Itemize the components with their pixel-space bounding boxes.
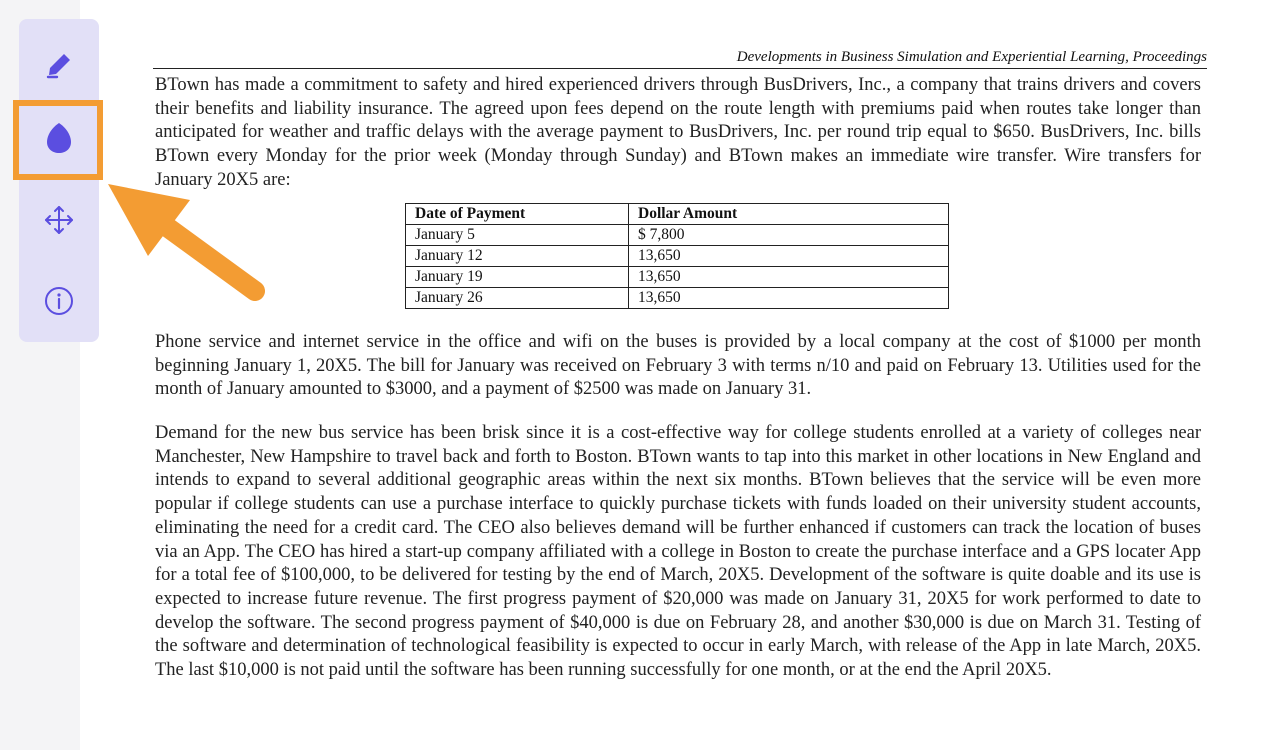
- move-tool-button[interactable]: [39, 200, 79, 240]
- column-header: Dollar Amount: [629, 204, 949, 225]
- pointer-arrow: [100, 178, 265, 308]
- table-cell: 13,650: [629, 246, 949, 267]
- paragraph-bus-drivers: BTown has made a commitment to safety and hired experienced drivers through BusDrivers, Inc., a company that trains drivers and covers their benefits and liability insurance. The agreed upon fees depend on the route length with premiums paid when routes take longer than anticipated for weather and traffic delays with the average payment to BusDrivers, Inc. per round trip equal to $650. BusDrivers, Inc. bills BTown every Monday for the prior week (Monday through Sunday) and BTown makes an immediate wire transfer. Wire transfers for January 20X5 are:: [155, 75, 1201, 190]
- table-cell: January 26: [406, 288, 629, 309]
- pencil-icon: [43, 49, 75, 81]
- table-cell: January 19: [406, 267, 629, 288]
- paragraph-phone-service: Phone service and internet service in the office and wifi on the buses is provided by a local company at the cost of $1000 per month beginning January 1, 20X5. The bill for January was received on February 3 with terms n/10 and paid on February 13. Utilities used for the month of January amounted to $3000, and a payment of $2500 was made on January 31.: [155, 332, 1201, 400]
- table-cell: 13,650: [629, 267, 949, 288]
- pen-tool-button[interactable]: [39, 45, 79, 85]
- table-header-row: [406, 204, 949, 225]
- info-tool-button[interactable]: [39, 281, 79, 321]
- table-cell: $ 7,800: [629, 225, 949, 246]
- table-cell: January 12: [406, 246, 629, 267]
- annotation-toolbar: [19, 19, 99, 342]
- table-row: [406, 246, 949, 267]
- column-header: Date of Payment: [406, 204, 629, 225]
- table-cell: 13,650: [629, 288, 949, 309]
- table-cell: January 5: [406, 225, 629, 246]
- paragraph-demand: Demand for the new bus service has been brisk since it is a cost-effective way for college students enrolled at a variety of colleges near Manchester, New Hampshire to travel back and forth to Boston. BTown wants to tap into this market in other locations in New England and intends to expand to several additional geographic areas within the next six months. BTown believes that the service will be even more popular if college students can use a purchase interface to quickly purchase tickets with funds loaded on their university student accounts, eliminating the need for a credit card. The CEO also believes demand will be further enhanced if customers can track the location of buses via an App. The CEO has hired a start-up company affiliated with a college in Boston to create the purchase interface and a GPS locater App for a total fee of $100,000, to be delivered for testing by the end of March, 20X5. Development of the software is quite doable and its use is expected to increase future revenue. The first progress payment of $20,000 was made on January 31, 20X5 for work performed to date to develop the software. The second progress payment of $40,000 is due on February 28, and another $30,000 is due on March 31. Testing of the software and determination of technological feasibility is expected to occur in early March, with release of the App in late March, 20X5. The last $10,000 is not paid until the software has been running successfully for one month, or at the end the April 20X5.: [155, 423, 1201, 681]
- info-icon: [43, 285, 75, 317]
- table-row: [406, 288, 949, 309]
- move-icon: [43, 204, 75, 236]
- wire-transfers-table: [405, 203, 949, 309]
- table-row: [406, 225, 949, 246]
- table-row: [406, 267, 949, 288]
- highlight-box: [13, 100, 103, 180]
- document-header: Developments in Business Simulation and Experiential Learning, Proceedings: [153, 48, 1207, 69]
